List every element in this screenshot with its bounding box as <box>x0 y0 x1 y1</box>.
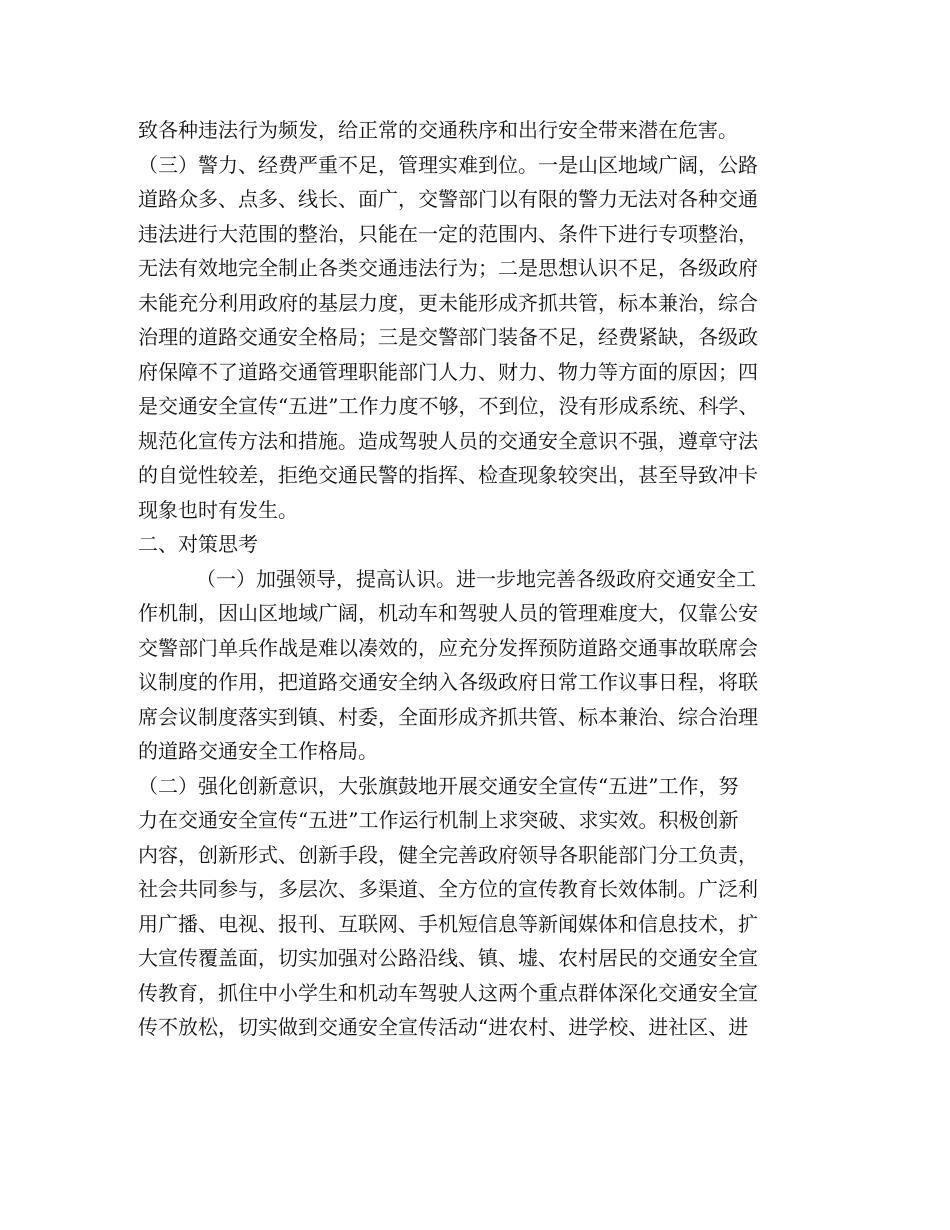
text-line: （三）警力、经费严重不足，管理实难到位。一是山区地域广阔，公路 <box>138 152 758 177</box>
text-line: 未能充分利用政府的基层力度，更未能形成齐抓共管，标本兼治，综合 <box>138 290 758 315</box>
text-line: 是交通安全宣传“五进”工作力度不够，不到位，没有形成系统、科学、 <box>138 394 759 418</box>
text-line: 规范化宣传方法和措施。造成驾驶人员的交通安全意识不强，遵章守法 <box>138 428 758 453</box>
text-line: 力在交通安全宣传“五进”工作运行机制上求突破、求实效。积极创新 <box>138 808 739 832</box>
text-line: 议制度的作用，把道路交通安全纳入各级政府日常工作议事日程，将联 <box>138 670 758 694</box>
text-line: （一）加强领导，提高认识。进一步地完善各级政府交通安全工 <box>196 566 756 591</box>
text-line: 府保障不了道路交通管理职能部门人力、财力、物力等方面的原因；四 <box>138 359 758 384</box>
text-line: 道路众多、点多、线长、面广，交警部门以有限的警力无法对各种交通 <box>138 187 758 211</box>
text-line: 传教育，抓住中小学生和机动车驾驶人这两个重点群体深化交通安全宣 <box>138 980 758 1005</box>
body-text <box>138 113 838 1045</box>
section-heading: 二、对策思考 <box>138 532 258 556</box>
text-line: （二）强化创新意识，大张旗鼓地开展交通安全宣传“五进”工作，努 <box>138 773 739 798</box>
text-line: 大宣传覆盖面，切实加强对公路沿线、镇、墟、农村居民的交通安全宣 <box>138 946 758 970</box>
text-line: 现象也时有发生。 <box>138 497 298 522</box>
text-line: 作机制，因山区地域广阔，机动车和驾驶人员的管理难度大，仅靠公安 <box>138 601 758 625</box>
text-line: 内容，创新形式、创新手段，健全完善政府领导各职能部门分工负责， <box>138 842 758 867</box>
text-line: 社会共同参与，多层次、多渠道、全方位的宣传教育长效体制。广泛利 <box>138 877 758 901</box>
text-line: 席会议制度落实到镇、村委，全面形成齐抓共管、标本兼治、综合治理 <box>138 704 758 729</box>
text-line: 无法有效地完全制止各类交通违法行为；二是思想认识不足，各级政府 <box>138 256 758 280</box>
text-line: 治理的道路交通安全格局；三是交警部门装备不足，经费紧缺，各级政 <box>138 325 758 349</box>
text-line: 违法进行大范围的整治，只能在一定的范围内、条件下进行专项整治， <box>138 221 758 246</box>
text-line: 的自觉性较差，拒绝交通民警的指挥、检查现象较突出，甚至导致冲卡 <box>138 463 758 487</box>
text-line: 用广播、电视、报刊、互联网、手机短信息等新闻媒体和信息技术，扩 <box>138 911 758 936</box>
text-line: 传不放松，切实做到交通安全宣传活动“进农村、进学校、进社区、进 <box>138 1015 749 1039</box>
text-line: 的道路交通安全工作格局。 <box>138 739 378 763</box>
text-line: 致各种违法行为频发，给正常的交通秩序和出行安全带来潜在危害。 <box>138 118 738 142</box>
text-line: 交警部门单兵作战是难以凑效的，应充分发挥预防道路交通事故联席会 <box>138 635 758 660</box>
